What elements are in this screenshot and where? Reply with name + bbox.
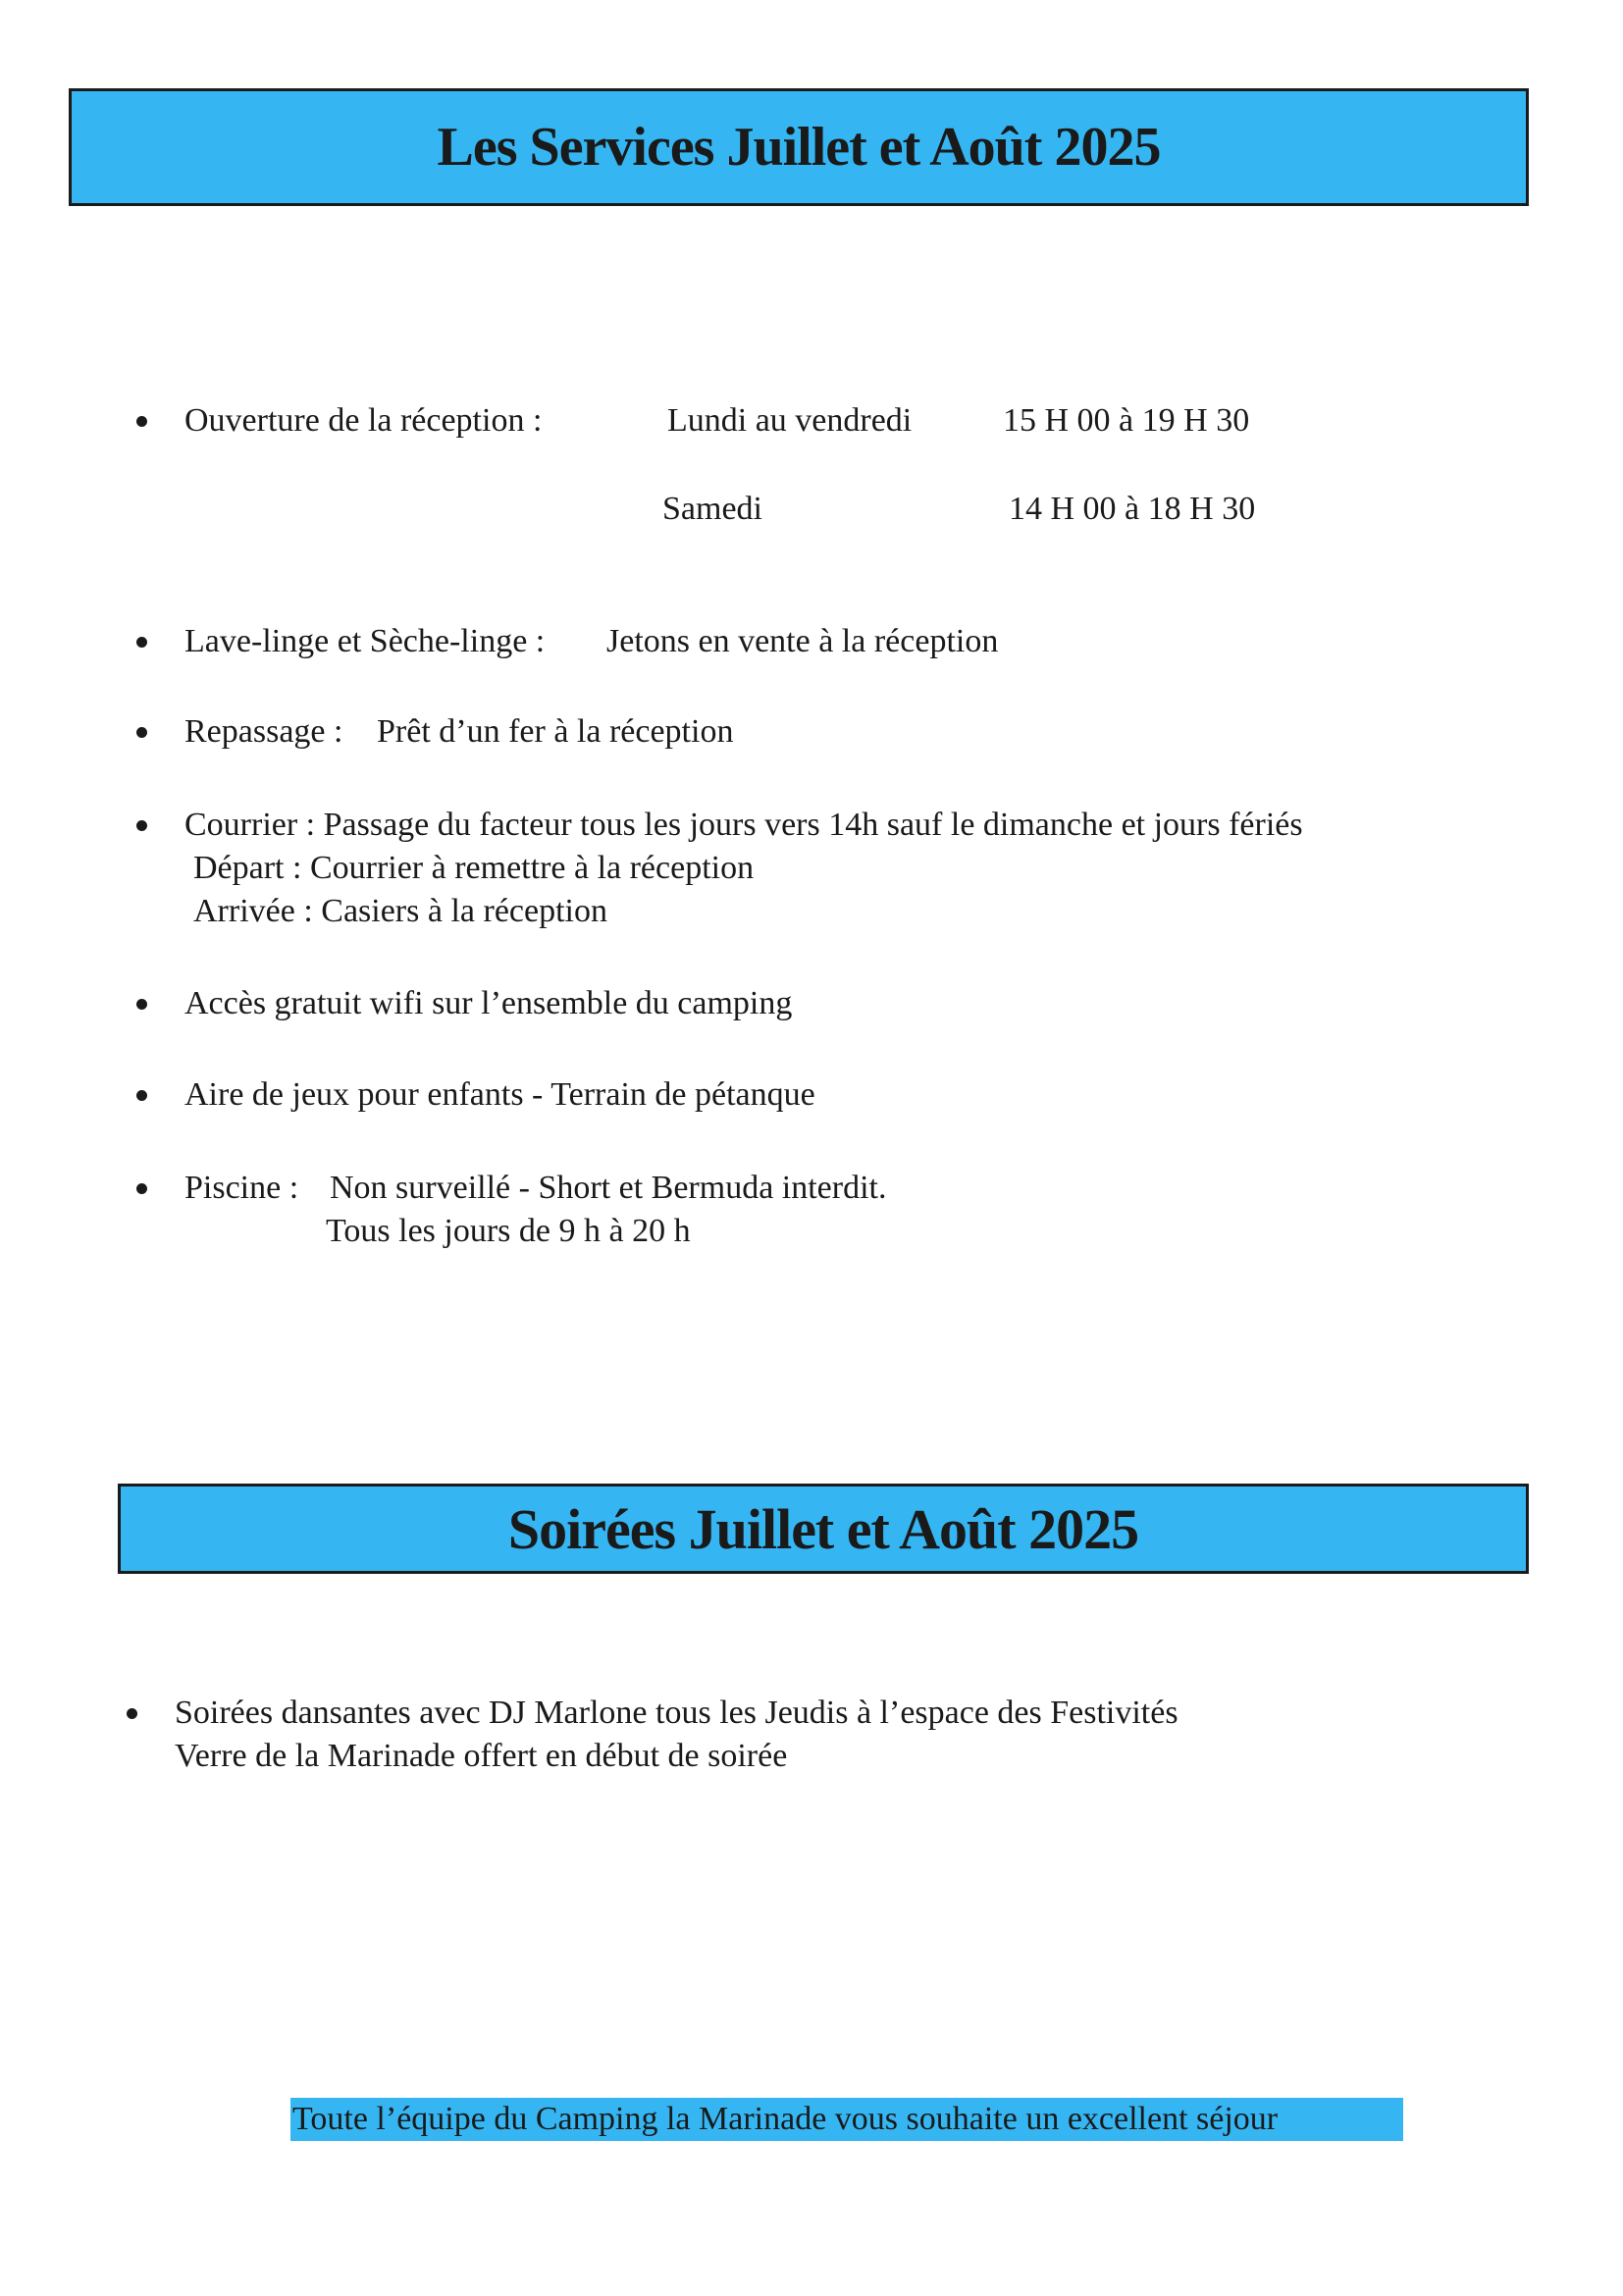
reception-label: Ouverture de la réception : xyxy=(184,402,543,439)
bullet xyxy=(136,820,147,831)
bullet xyxy=(136,727,147,738)
bullet xyxy=(136,1183,147,1194)
services-title: Les Services Juillet et Août 2025 xyxy=(437,117,1161,178)
pool-line-2: Tous les jours de 9 h à 20 h xyxy=(326,1213,691,1249)
farewell-message: Toute l’équipe du Camping la Marinade vous souhaite un excellent séjour xyxy=(290,2098,1403,2141)
mail-line-3: Arrivée : Casiers à la réception xyxy=(193,893,607,929)
reception-weekday-hours: 15 H 00 à 19 H 30 xyxy=(1003,402,1250,439)
services-banner xyxy=(69,88,1529,206)
playground-text: Aire de jeux pour enfants - Terrain de pétanque xyxy=(184,1076,815,1113)
soirees-line-2: Verre de la Marinade offert en début de soirée xyxy=(175,1738,788,1774)
reception-saturday: Samedi xyxy=(662,491,762,527)
bullet xyxy=(127,1708,137,1719)
bullet xyxy=(136,1090,147,1101)
ironing-value: Prêt d’un fer à la réception xyxy=(377,713,734,750)
bullet xyxy=(136,416,147,427)
ironing-label: Repassage : xyxy=(184,713,343,750)
pool-label: Piscine : xyxy=(184,1170,299,1206)
bullet xyxy=(136,637,147,648)
reception-saturday-hours: 14 H 00 à 18 H 30 xyxy=(1009,491,1256,527)
soirees-line-1: Soirées dansantes avec DJ Marlone tous les Jeudis à l’espace des Festivités xyxy=(175,1695,1178,1731)
bullet xyxy=(136,999,147,1010)
laundry-label: Lave-linge et Sèche-linge : xyxy=(184,623,546,659)
laundry-value: Jetons en vente à la réception xyxy=(606,623,999,659)
soirees-banner xyxy=(118,1484,1529,1574)
reception-weekday: Lundi au vendredi xyxy=(667,402,913,439)
pool-line-1: Non surveillé - Short et Bermuda interdit. xyxy=(330,1170,887,1206)
mail-line-1: Courrier : Passage du facteur tous les jours vers 14h sauf le dimanche et jours fériés xyxy=(184,807,1303,843)
soirees-title: Soirées Juillet et Août 2025 xyxy=(507,1496,1139,1561)
wifi-text: Accès gratuit wifi sur l’ensemble du camping xyxy=(184,985,793,1021)
mail-line-2: Départ : Courrier à remettre à la réception xyxy=(193,850,755,886)
